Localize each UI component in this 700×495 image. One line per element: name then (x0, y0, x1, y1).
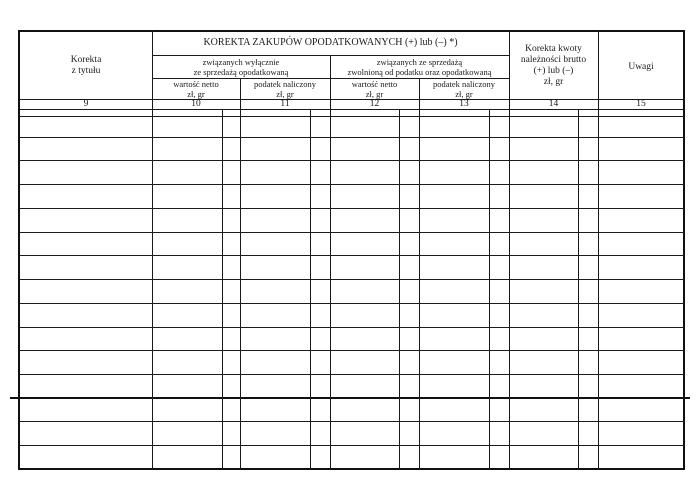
gr-split-12 (399, 109, 400, 470)
col13-heading (419, 79, 509, 99)
row-line (18, 374, 684, 375)
gr-split-13 (489, 109, 490, 470)
zwolniona-heading (330, 57, 509, 77)
col11-line-2: zł, gr (276, 89, 294, 99)
col12-line-1: wartość netto (351, 79, 398, 89)
gr-split-14 (578, 109, 579, 470)
col13-line-1: podatek naliczony (432, 79, 496, 89)
korekta-kwoty-line-1: Korekta kwoty (525, 44, 582, 54)
korekta-tytulu-heading (20, 55, 152, 77)
row-line (18, 116, 684, 117)
col-number-11: 11 (280, 99, 290, 109)
col-number-13: 13 (459, 99, 469, 109)
col-number-15: 15 (636, 99, 646, 109)
zwolniona-line-2: zwolnioną od podatku oraz opodatkowaną (347, 67, 492, 77)
korekta-tytulu-line-2: z tytułu (71, 66, 101, 76)
wylacznie-heading (152, 57, 330, 77)
col-divider-11-12 (330, 55, 331, 470)
row-line (18, 184, 684, 185)
col-number-12: 12 (369, 99, 380, 109)
col-divider-13-14 (509, 30, 510, 470)
row-line (18, 303, 684, 304)
col10-line-2: zł, gr (187, 89, 205, 99)
row-line (18, 160, 684, 161)
col11-line-1: podatek naliczony (253, 79, 317, 89)
wylacznie-line-2: ze sprzedażą opodatkowaną (193, 67, 289, 77)
wylacznie-line-1: związanych wyłącznie (202, 57, 280, 67)
top-border (18, 30, 684, 32)
row-line (18, 232, 684, 233)
col-number-14: 14 (548, 99, 559, 109)
gr-split-10 (222, 109, 223, 470)
bottom-border (18, 468, 684, 470)
row-line (18, 208, 684, 209)
separator-thick-line (10, 397, 690, 399)
row-line (18, 279, 684, 280)
gr-split-11 (310, 109, 311, 470)
col11-heading (240, 79, 330, 99)
zakupy-title: KOREKTA ZAKUPÓW OPODATKOWANYCH (+) lub (–) *) (203, 37, 458, 48)
row-line (18, 421, 684, 422)
row-line (18, 445, 684, 446)
left-border (18, 30, 20, 470)
row-line (18, 255, 684, 256)
korekta-kwoty-line-3: (+) lub (–) (533, 66, 574, 76)
col12-heading (330, 79, 419, 99)
col10-line-1: wartość netto (173, 79, 219, 89)
col-number-9: 9 (83, 99, 89, 109)
zwolniona-line-1: związanych ze sprzedażą (376, 57, 463, 67)
row-line (18, 137, 684, 138)
col-divider-14-15 (598, 30, 599, 470)
korekta-tytulu-line-1: Korekta (70, 55, 102, 65)
col-number-10: 10 (191, 99, 201, 109)
korekta-kwoty-heading (509, 44, 598, 88)
col12-line-2: zł, gr (365, 89, 384, 99)
right-border (683, 30, 685, 470)
column-number-line (18, 109, 684, 110)
col13-line-2: zł, gr (455, 89, 473, 99)
col10-heading (152, 79, 240, 99)
korekta-kwoty-line-4: zł, gr (543, 77, 564, 87)
korekta-kwoty-line-2: należności brutto (520, 55, 587, 65)
row-line (18, 350, 684, 351)
row-line (18, 327, 684, 328)
uwagi-heading: Uwagi (628, 62, 654, 72)
